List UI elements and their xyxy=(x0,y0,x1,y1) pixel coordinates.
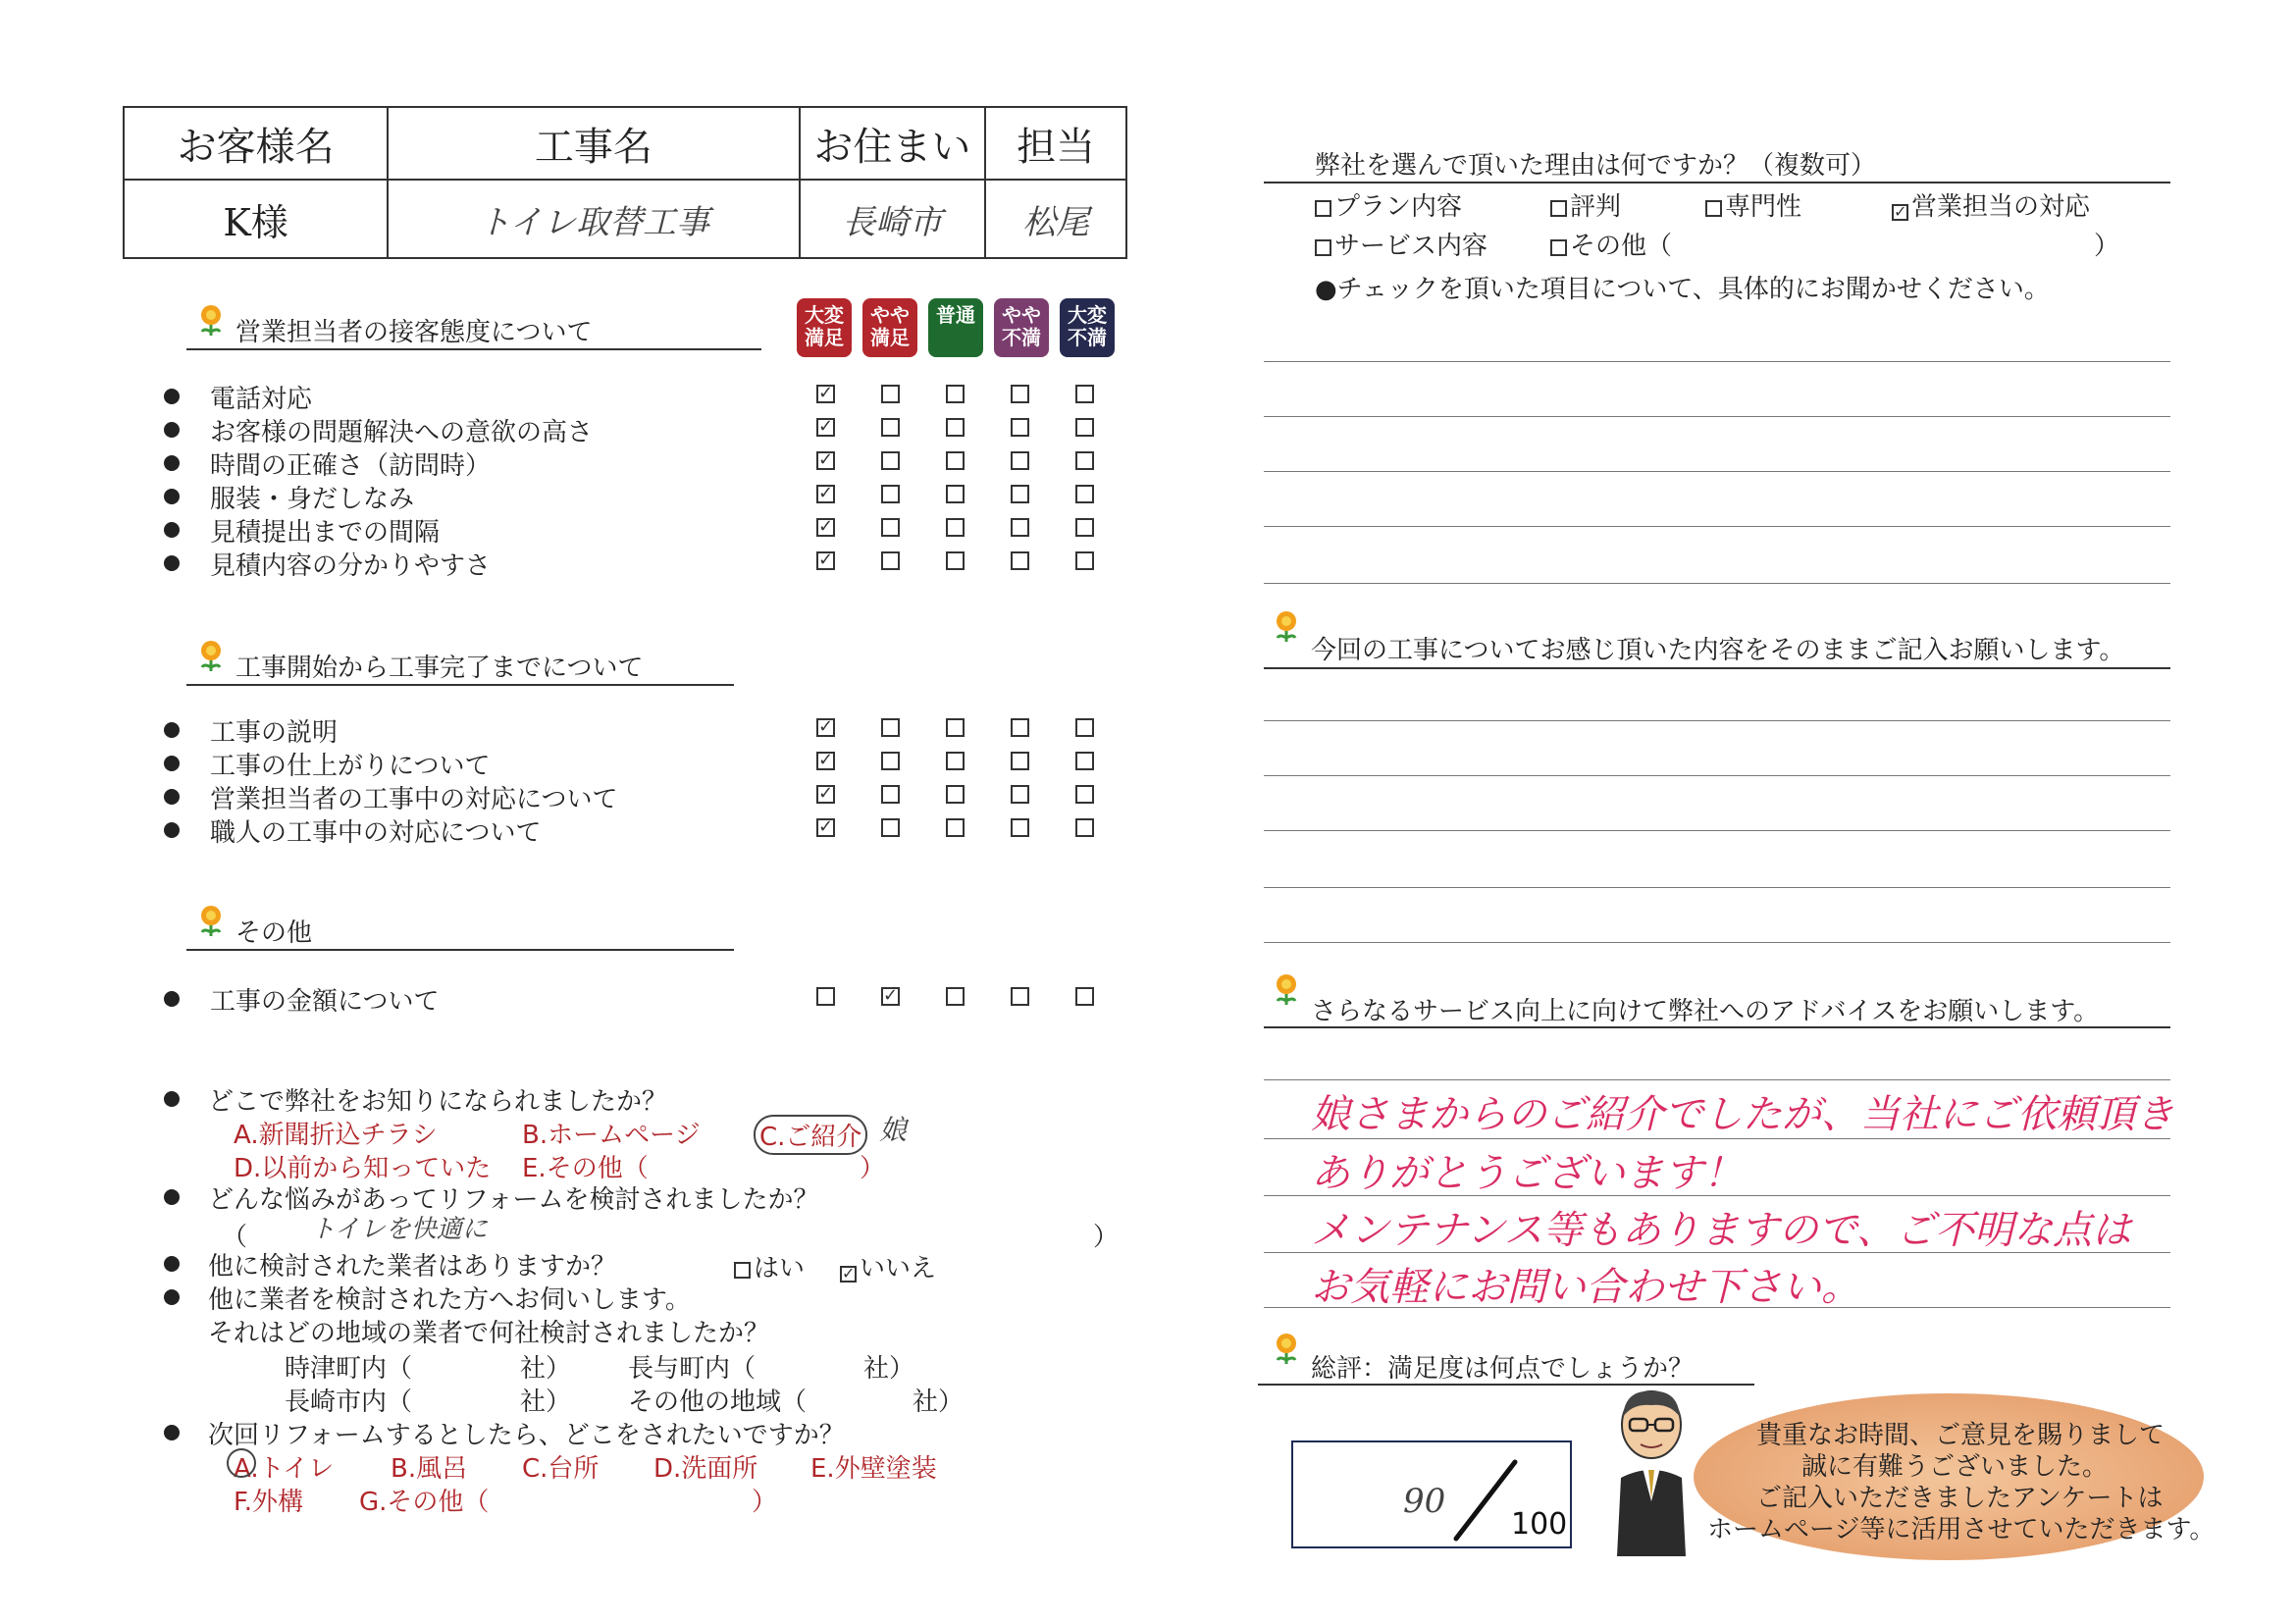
rating-checkbox[interactable] xyxy=(1075,752,1094,770)
writing-line xyxy=(1264,775,2170,776)
opt-senmon[interactable]: 専門性 xyxy=(1705,186,1801,223)
rating-item-label: 電話対応 xyxy=(210,385,313,414)
rating-badge: 大変 満足 xyxy=(797,298,852,357)
q-next-d: D.洗面所 xyxy=(653,1454,758,1484)
region-nagayo: 長与町内（ xyxy=(628,1354,757,1384)
rating-checkbox[interactable] xyxy=(1011,752,1029,770)
checkbox[interactable] xyxy=(1550,239,1567,256)
opt-plan[interactable]: プラン内容 xyxy=(1315,186,1462,223)
bullet xyxy=(164,522,180,538)
rating-checkbox[interactable] xyxy=(881,485,900,503)
rating-checkbox[interactable] xyxy=(881,785,900,804)
circle-mark xyxy=(227,1448,256,1478)
customer-name: K様 xyxy=(124,180,388,258)
construction-name: トイレ取替工事 xyxy=(388,180,799,258)
opt-service[interactable]: サービス内容 xyxy=(1315,226,1487,262)
bullet xyxy=(164,822,180,838)
thanks-line-4: ホームページ等に活用させていただきます。 xyxy=(1707,1515,2216,1544)
rating-checkbox-checked[interactable]: ✓ xyxy=(818,816,834,837)
rating-checkbox[interactable] xyxy=(881,451,900,470)
rating-checkbox[interactable] xyxy=(946,752,965,770)
slash-mark xyxy=(1450,1458,1519,1543)
q-other: 他に検討された業者はありますか？ xyxy=(208,1252,617,1282)
bullet xyxy=(164,489,180,504)
detail-prompt: ●チェックを頂いた項目について、具体的にお聞かせください。 xyxy=(1315,275,2050,304)
label-construction: 工事名 xyxy=(388,107,799,180)
q-know-e: E.その他（ xyxy=(522,1154,649,1183)
rating-item-label: お客様の問題解決への意欲の高さ xyxy=(210,418,594,447)
rating-item-label: 営業担当者の工事中の対応について xyxy=(210,785,618,814)
rating-badge: 普通 xyxy=(928,298,983,357)
rating-checkbox[interactable] xyxy=(1011,418,1029,437)
section2-underline xyxy=(186,684,734,686)
q-other-yes[interactable]: はい xyxy=(734,1248,805,1284)
rating-badge: やや 満足 xyxy=(862,298,917,357)
region-tokitsu-sha: 社） xyxy=(520,1354,572,1384)
rating-checkbox[interactable] xyxy=(1075,418,1094,437)
thanks-line-2: 誠に有難うございました。 xyxy=(1800,1452,2108,1482)
rating-checkbox-checked[interactable]: ✓ xyxy=(818,783,834,804)
rating-item-label: 見積提出までの間隔 xyxy=(210,518,441,548)
writing-line xyxy=(1264,887,2170,888)
score-max: 100 xyxy=(1511,1507,1568,1542)
region-nagayo-sha: 社） xyxy=(863,1354,915,1384)
thanks-line-1: 貴重なお時間、ご意見を賜りまして xyxy=(1756,1421,2166,1450)
rating-checkbox[interactable] xyxy=(1011,385,1029,403)
rating-checkbox-checked[interactable]: ✓ xyxy=(818,516,834,537)
rating-item-label: 工事の説明 xyxy=(210,718,339,748)
q-know-c-note: 娘 xyxy=(879,1114,908,1146)
flower-icon xyxy=(1272,608,1301,644)
section3-underline xyxy=(186,949,734,951)
rating-checkbox[interactable] xyxy=(1075,518,1094,537)
q-next-e: E.外壁塗装 xyxy=(810,1454,937,1484)
rating-checkbox-checked[interactable]: ✓ xyxy=(818,383,834,403)
section3-title: その他 xyxy=(235,918,313,948)
reply-line-1: 娘さまからのご紹介でしたが、当社にご依頼頂き xyxy=(1311,1092,2174,1137)
q-other-no[interactable]: ✓ いいえ xyxy=(842,1254,937,1283)
rating-checkbox[interactable] xyxy=(1075,385,1094,403)
bullet xyxy=(164,422,180,438)
q-region-line2: それはどの地域の業者で何社検討されましたか？ xyxy=(208,1319,770,1348)
flower-icon xyxy=(196,903,226,938)
rating-checkbox[interactable] xyxy=(1011,785,1029,804)
rating-item-label: 時間の正確さ（訪問時） xyxy=(210,451,492,481)
rating-checkbox[interactable] xyxy=(946,987,965,1006)
reply-line-4: お気軽にお問い合わせ下さい。 xyxy=(1311,1265,1860,1310)
opt-eigyo[interactable]: ✓ 営業担当の対応 xyxy=(1894,192,2091,222)
flower-icon xyxy=(1272,971,1301,1007)
rating-checkbox[interactable] xyxy=(1011,485,1029,503)
writing-line xyxy=(1264,583,2170,584)
writing-line xyxy=(1264,416,2170,417)
rating-checkbox[interactable] xyxy=(1011,551,1029,570)
q-worry-open: （ xyxy=(222,1223,248,1252)
rating-checkbox[interactable] xyxy=(946,485,965,503)
q-region-line1: 他に業者を検討された方へお伺いします。 xyxy=(208,1285,691,1315)
writing-line xyxy=(1264,942,2170,943)
reason-underline xyxy=(1264,182,2170,183)
rating-checkbox[interactable] xyxy=(946,385,965,403)
checkbox[interactable] xyxy=(1315,239,1331,256)
rating-checkbox[interactable] xyxy=(946,418,965,437)
q-know-d: D.以前から知っていた xyxy=(234,1154,492,1183)
rating-checkbox-checked[interactable]: ✓ xyxy=(818,550,834,570)
q-next-g-close: ） xyxy=(752,1488,778,1517)
q-know-b: B.ホームページ xyxy=(522,1121,701,1150)
opt-other[interactable]: その他（ xyxy=(1550,226,1672,262)
q-next-c: C.台所 xyxy=(522,1454,600,1484)
rating-checkbox[interactable] xyxy=(881,418,900,437)
bullet xyxy=(164,991,180,1007)
rating-item-label: 職人の工事中の対応について xyxy=(210,818,542,848)
rating-checkbox[interactable] xyxy=(1011,987,1029,1006)
label-residence: お住まい xyxy=(800,107,986,180)
q-know-e-close: ） xyxy=(860,1154,886,1183)
rating-checkbox[interactable] xyxy=(946,785,965,804)
rating-checkbox[interactable] xyxy=(946,518,965,537)
rating-checkbox[interactable] xyxy=(881,818,900,837)
q-know-c: C.ご紹介 xyxy=(754,1115,867,1155)
region-other: その他の地域（ xyxy=(628,1387,808,1417)
region-other-sha: 社） xyxy=(913,1387,965,1417)
rating-checkbox[interactable] xyxy=(881,752,900,770)
checkbox[interactable] xyxy=(1550,200,1567,217)
q-know-a: A.新聞折込チラシ xyxy=(234,1121,438,1150)
writing-line xyxy=(1264,361,2170,362)
rating-checkbox[interactable] xyxy=(1075,485,1094,503)
rating-checkbox[interactable] xyxy=(881,551,900,570)
flower-icon xyxy=(1272,1331,1301,1366)
opt-other-close: ） xyxy=(2094,232,2120,261)
writing-line xyxy=(1264,830,2170,831)
score-box xyxy=(1291,1440,1572,1548)
rating-checkbox[interactable] xyxy=(1075,818,1094,837)
rating-checkbox[interactable] xyxy=(946,818,965,837)
region-nagasaki-sha: 社） xyxy=(520,1387,572,1417)
reply-line-3: メンテナンス等もありますので、ご不明な点は xyxy=(1311,1208,2131,1253)
rating-checkbox[interactable] xyxy=(1075,551,1094,570)
impression-title: 今回の工事についてお感じ頂いた内容をそのままご記入お願いします。 xyxy=(1311,636,2125,665)
bullet xyxy=(164,722,180,738)
rating-checkbox[interactable] xyxy=(946,551,965,570)
thanks-line-3: ご記入いただきましたアンケートは xyxy=(1756,1484,2164,1513)
label-staff: 担当 xyxy=(985,107,1126,180)
q-next-f: F.外構 xyxy=(234,1488,304,1517)
writing-line xyxy=(1264,471,2170,472)
flower-icon xyxy=(196,638,226,673)
rating-checkbox[interactable] xyxy=(881,718,900,737)
q-know: どこで弊社をお知りになられましたか？ xyxy=(208,1087,668,1117)
score-title: 総評：満足度は何点でしょうか？ xyxy=(1311,1354,1695,1384)
checkbox[interactable] xyxy=(1315,200,1331,217)
checkbox-checked[interactable]: ✓ xyxy=(1894,202,1907,221)
rating-checkbox[interactable] xyxy=(1075,718,1094,737)
rating-checkbox[interactable] xyxy=(881,518,900,537)
rating-checkbox[interactable] xyxy=(1075,785,1094,804)
writing-line xyxy=(1264,720,2170,721)
rating-checkbox[interactable] xyxy=(1011,718,1029,737)
section1-title: 営業担当者の接客態度について xyxy=(235,318,593,347)
rating-checkbox-checked[interactable]: ✓ xyxy=(883,985,899,1006)
label-customer: お客様名 xyxy=(124,107,388,180)
rating-checkbox[interactable] xyxy=(946,451,965,470)
president-illustration-icon xyxy=(1597,1384,1705,1560)
rating-checkbox[interactable] xyxy=(1011,518,1029,537)
bullet xyxy=(164,455,180,471)
residence-value: 長崎市 xyxy=(800,180,986,258)
staff-value: 松尾 xyxy=(985,180,1126,258)
advice-title: さらなるサービス向上に向けて弊社へのアドバイスをお願いします。 xyxy=(1311,997,2100,1026)
flower-icon xyxy=(196,302,226,338)
writing-line xyxy=(1264,526,2170,527)
rating-checkbox[interactable] xyxy=(946,718,965,737)
q-worry-close: ） xyxy=(1093,1223,1120,1252)
q-next-a: A.トイレ xyxy=(234,1454,335,1484)
rating-checkbox[interactable] xyxy=(881,385,900,403)
checkbox-checked[interactable]: ✓ xyxy=(842,1264,856,1283)
checkbox[interactable] xyxy=(734,1262,751,1279)
rating-checkbox[interactable] xyxy=(1011,451,1029,470)
rating-checkbox-checked[interactable]: ✓ xyxy=(818,449,834,470)
rating-checkbox[interactable] xyxy=(1075,987,1094,1006)
bullet xyxy=(164,789,180,805)
score-value: 90 xyxy=(1403,1482,1446,1521)
rating-checkbox[interactable] xyxy=(1075,451,1094,470)
checkbox[interactable] xyxy=(1705,200,1722,217)
rating-checkbox-checked[interactable]: ✓ xyxy=(818,716,834,737)
advice-underline xyxy=(1264,1026,2170,1028)
header-table xyxy=(123,106,1127,259)
bullet xyxy=(164,389,180,404)
q-next-g: G.その他（ xyxy=(359,1488,490,1517)
reason-title: 弊社を選んで頂いた理由は何ですか？（複数可） xyxy=(1315,151,1877,181)
region-nagasaki: 長崎市内（ xyxy=(285,1387,413,1417)
rating-item-label: 工事の仕上がりについて xyxy=(210,752,491,781)
rating-badge: 大変 不満 xyxy=(1060,298,1115,357)
bullet xyxy=(164,756,180,771)
rating-item-label: 見積内容の分かりやすさ xyxy=(210,551,492,581)
rating-checkbox-checked[interactable]: ✓ xyxy=(818,483,834,503)
impression-underline xyxy=(1264,667,2170,669)
section2-title: 工事開始から工事完了までについて xyxy=(235,654,644,683)
region-tokitsu: 時津町内（ xyxy=(285,1354,413,1384)
q-next: 次回リフォームするとしたら、どこをされたいですか？ xyxy=(208,1421,845,1450)
section1-underline xyxy=(186,348,761,350)
rating-checkbox[interactable] xyxy=(816,987,835,1006)
bullet xyxy=(164,555,180,571)
q-worry-answer: トイレを快適に xyxy=(310,1215,488,1244)
rating-item-label: 工事の金額について xyxy=(210,987,440,1017)
rating-checkbox-checked[interactable]: ✓ xyxy=(818,750,834,770)
q-next-b: B.風呂 xyxy=(391,1454,468,1484)
reply-line-2: ありがとうございます！ xyxy=(1311,1151,1743,1196)
rating-checkbox[interactable] xyxy=(1011,818,1029,837)
writing-line xyxy=(1264,1079,2170,1080)
rating-badge: やや 不満 xyxy=(994,298,1049,357)
opt-hyoban[interactable]: 評判 xyxy=(1550,186,1621,223)
q-worry: どんな悩みがあってリフォームを検討されましたか？ xyxy=(208,1185,819,1215)
rating-item-label: 服装・身だしなみ xyxy=(210,485,415,514)
rating-checkbox-checked[interactable]: ✓ xyxy=(818,416,834,437)
